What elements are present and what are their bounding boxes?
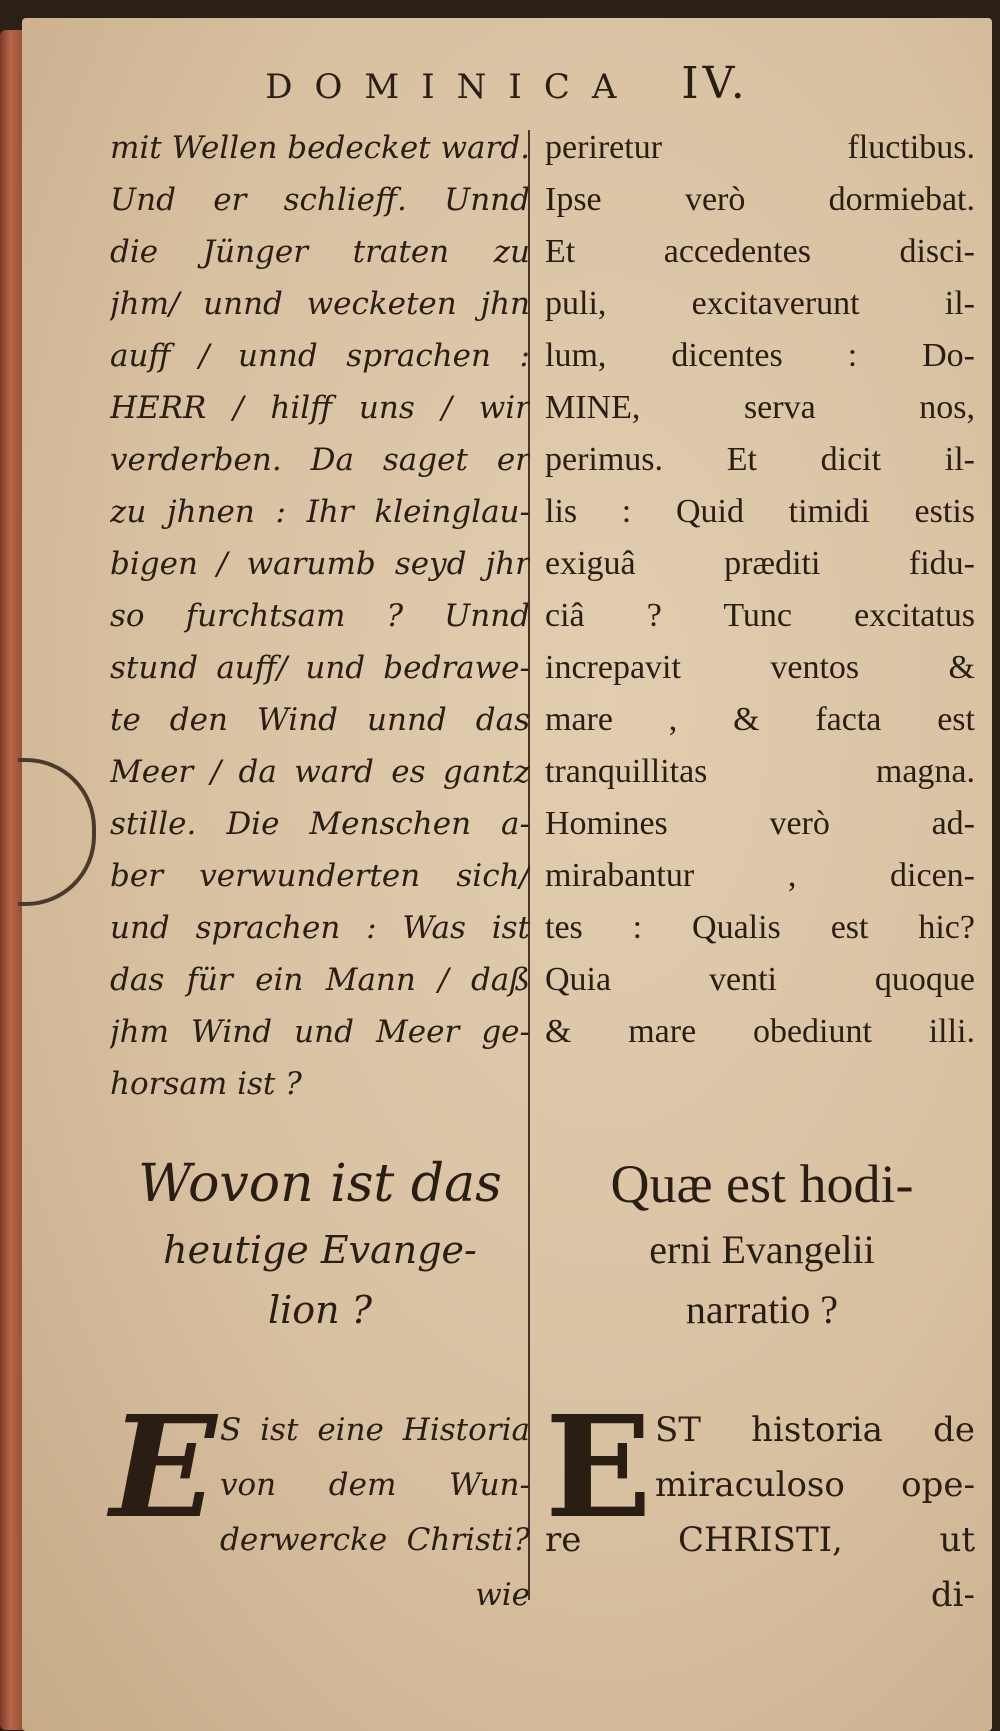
text-line: tes : Qualis est hic? xyxy=(545,909,975,946)
text-line: ST historia de xyxy=(655,1410,975,1450)
heading-line: heutige Evange- xyxy=(163,1228,477,1272)
text-line: die Jünger traten zu xyxy=(110,234,530,270)
text-line: horsam ist ? xyxy=(110,1066,302,1102)
page-clip xyxy=(18,758,96,906)
text-line: Et accedentes disci- xyxy=(545,233,975,270)
text-line: te den Wind unnd das xyxy=(110,702,530,738)
text-line: HERR / hilff uns / wir xyxy=(110,390,530,426)
text-line: S ist eine Historia xyxy=(220,1412,530,1448)
text-line: jhm/ unnd wecketen jhn xyxy=(110,286,530,322)
catchword: di- xyxy=(930,1575,975,1615)
german-question-heading xyxy=(110,1148,530,1340)
text-line: mirabantur , dicen- xyxy=(545,857,975,894)
text-line: & mare obediunt illi. xyxy=(545,1013,975,1050)
text-line: lis : Quid timidi estis xyxy=(545,493,975,530)
running-header xyxy=(22,58,992,109)
german-text-column xyxy=(110,122,530,1110)
text-line: Quia venti quoque xyxy=(545,961,975,998)
text-line: Meer / da ward es gantz xyxy=(110,754,530,790)
text-line: das für ein Mann / daß xyxy=(110,962,530,998)
text-line: mit Wellen bedecket ward. xyxy=(110,130,530,166)
text-line: puli, excitaverunt il- xyxy=(545,285,975,322)
text-line: stille. Die Menschen a- xyxy=(110,806,530,842)
text-line: und sprachen : Was ist xyxy=(110,910,530,946)
heading-line: Wovon ist das xyxy=(138,1154,502,1214)
drop-cap: E xyxy=(110,1386,217,1550)
text-line: ber verwunderten sich/ xyxy=(110,858,530,894)
text-line: jhm Wind und Meer ge- xyxy=(110,1014,530,1050)
text-line: Ipse verò dormiebat. xyxy=(545,181,975,218)
heading-line: Quæ est hodi- xyxy=(610,1154,914,1214)
text-line: perimus. Et dicit il- xyxy=(545,441,975,478)
text-line: re CHRISTI, ut xyxy=(545,1520,975,1560)
text-line: tranquillitas magna. xyxy=(545,753,975,790)
text-line: stund auff/ und bedrawe- xyxy=(110,650,530,686)
heading-line: lion ? xyxy=(267,1288,373,1332)
text-line: bigen / warumb seyd jhr xyxy=(110,546,530,582)
text-line: Und er schlieff. Unnd xyxy=(110,182,530,218)
text-line: verderben. Da saget er xyxy=(110,442,530,478)
latin-text-column xyxy=(545,122,975,1058)
text-line: mare , & facta est xyxy=(545,701,975,738)
latin-answer-paragraph xyxy=(545,1386,975,1623)
text-line: increpavit ventos & xyxy=(545,649,975,686)
heading-line: narratio ? xyxy=(685,1287,839,1332)
text-line: so furchtsam ? Unnd xyxy=(110,598,530,634)
text-line: MINE, serva nos, xyxy=(545,389,975,426)
header-title: DOMINICA xyxy=(265,67,639,107)
text-line: miraculoso ope- xyxy=(655,1465,975,1505)
text-line: auff / unnd sprachen : xyxy=(110,338,530,374)
text-line: Homines verò ad- xyxy=(545,805,975,842)
text-line: von dem Wun- xyxy=(220,1467,530,1503)
german-answer-paragraph xyxy=(110,1386,530,1623)
text-line: lum, dicentes : Do- xyxy=(545,337,975,374)
header-number: IV. xyxy=(681,58,749,109)
drop-cap: E xyxy=(545,1386,652,1550)
latin-question-heading xyxy=(552,1148,972,1340)
text-line: exiguâ præditi fidu- xyxy=(545,545,975,582)
catchword: wie xyxy=(475,1577,530,1613)
text-line: derwercke Christi? xyxy=(220,1522,530,1558)
text-line: periretur fluctibus. xyxy=(545,129,975,166)
heading-line: erni Evangelii xyxy=(649,1227,875,1272)
page xyxy=(22,18,992,1731)
text-line: zu jhnen : Ihr kleinglau- xyxy=(110,494,530,530)
text-line: ciâ ? Tunc excitatus xyxy=(545,597,975,634)
